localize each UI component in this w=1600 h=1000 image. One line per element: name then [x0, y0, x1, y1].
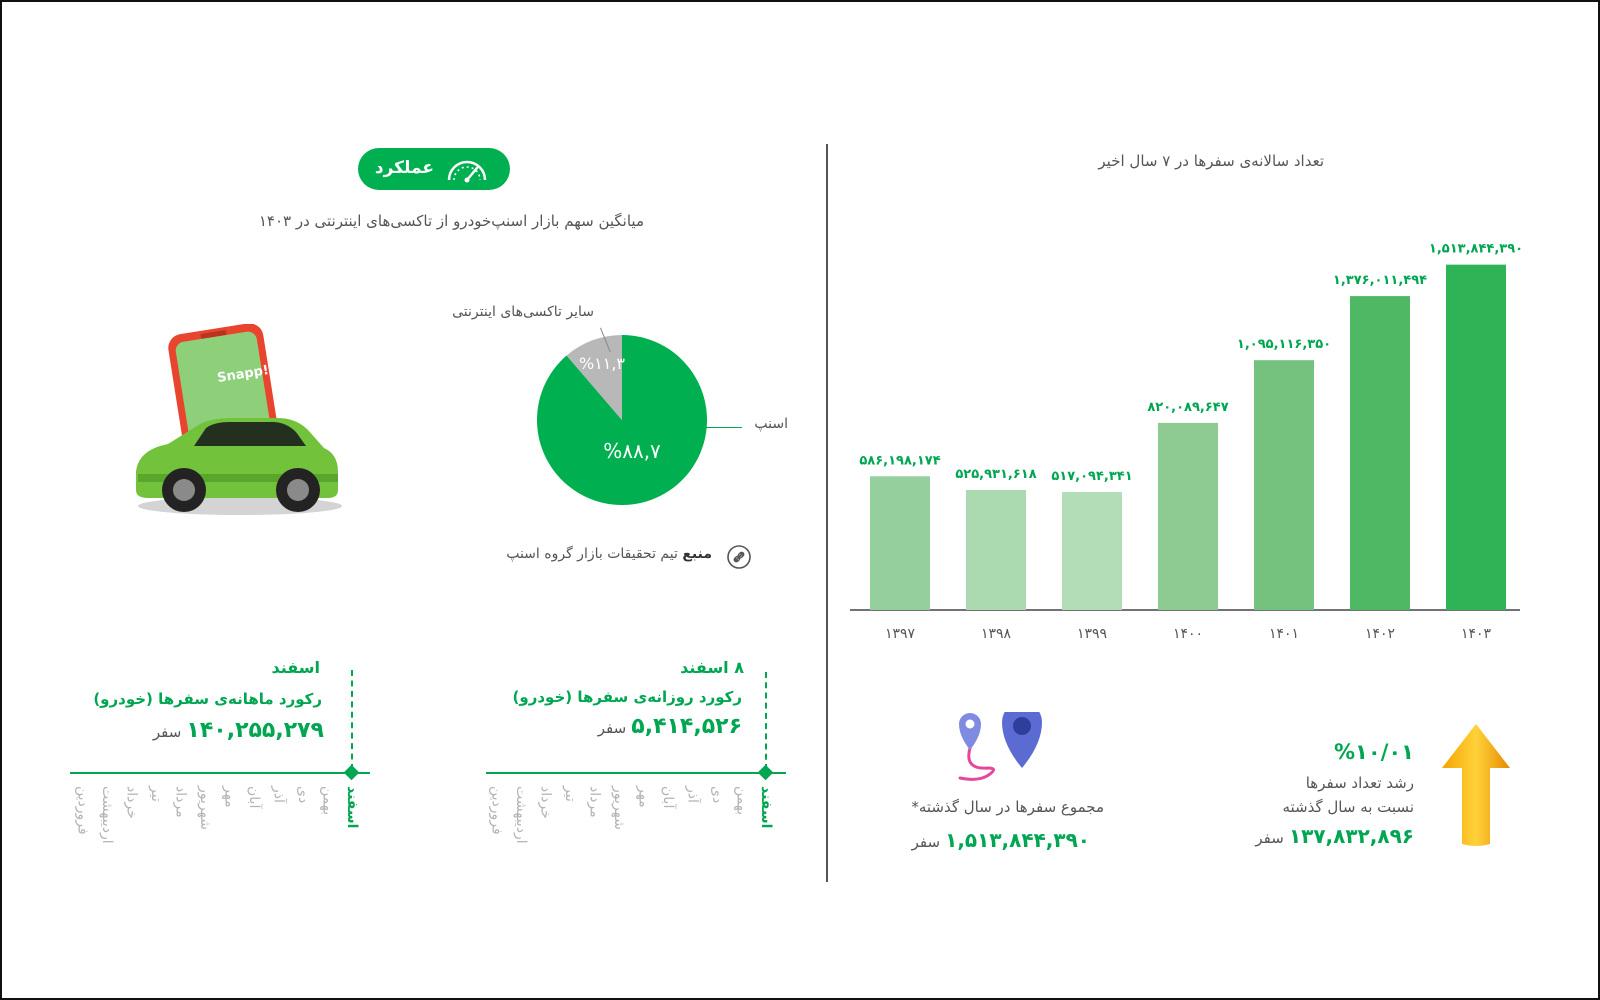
- bar-category-label-2: ۱۳۹۸: [980, 626, 1012, 642]
- month-label: آبان: [660, 786, 676, 809]
- route-pin-icon: [950, 712, 1050, 784]
- annual-trips-bar-chart: [842, 202, 1542, 652]
- month-label: مهر: [635, 786, 652, 808]
- growth-line2: نسبت به سال گذشته: [1282, 798, 1414, 816]
- pie-value-others: %۱۱,۳: [578, 354, 626, 373]
- monthly-timeline-point: [344, 765, 360, 781]
- month-label: مرداد: [172, 786, 189, 818]
- month-label: آذر: [684, 786, 701, 803]
- month-label: تیر: [148, 786, 164, 802]
- car-phone-illustration: [128, 324, 352, 522]
- bar-value-label-3: ۵۱۷,۰۹۴,۳۴۱: [1051, 469, 1133, 485]
- month-label: اردیبهشت: [99, 786, 115, 844]
- growth-unit: سفر: [1255, 829, 1284, 847]
- badge-label: عملکرد: [374, 158, 434, 178]
- up-arrow-icon: [1440, 722, 1512, 848]
- pie-label-snapp: اسنپ: [754, 416, 788, 432]
- bar-7: [1446, 265, 1506, 610]
- growth-line1: رشد تعداد سفرها: [1305, 774, 1414, 792]
- center-divider: [826, 144, 828, 882]
- total-trips-title: مجموع سفرها در سال گذشته*: [911, 798, 1104, 816]
- performance-badge: [358, 148, 510, 190]
- total-trips-value-line: [912, 828, 1090, 852]
- month-label: خرداد: [537, 786, 554, 819]
- month-label: دی: [295, 786, 311, 804]
- month-label: دی: [709, 786, 725, 804]
- bar-category-label-1: ۱۳۹۷: [884, 626, 916, 642]
- snapp-leader-line: [706, 427, 742, 428]
- daily-record-value-line: [598, 714, 742, 739]
- monthly-record-title: رکورد ماهانه‌ی سفرها (خودرو): [93, 690, 322, 708]
- daily-timeline-point: [758, 765, 774, 781]
- monthly-record-unit: سفر: [152, 723, 182, 741]
- link-icon: [726, 544, 752, 570]
- daily-record-value: ۵,۴۱۴,۵۲۶: [631, 714, 742, 739]
- source-line: [506, 546, 712, 562]
- monthly-record-marker: [351, 670, 353, 770]
- market-share-pie-chart: [522, 320, 722, 520]
- bar-value-label-6: ۱,۳۷۶,۰۱۱,۴۹۴: [1332, 273, 1428, 289]
- growth-value-line: [1255, 824, 1414, 848]
- month-label: اردیبهشت: [513, 786, 529, 844]
- bar-category-label-5: ۱۴۰۱: [1268, 626, 1300, 642]
- bar-4: [1158, 423, 1218, 610]
- daily-record-unit: سفر: [597, 719, 627, 737]
- market-share-title: میانگین سهم بازار اسنپ‌خودرو از تاکسی‌های اینترنتی در ۱۴۰۳: [258, 212, 644, 230]
- pie-label-others: سایر تاکسی‌های اینترنتی: [452, 304, 594, 320]
- bar-value-label-7: ۱,۵۱۳,۸۴۴,۳۹۰: [1428, 241, 1524, 257]
- month-label: شهریور: [611, 786, 627, 830]
- month-label: بهمن: [319, 786, 336, 816]
- bar-category-label-4: ۱۴۰۰: [1172, 626, 1204, 642]
- month-label: بهمن: [733, 786, 750, 816]
- bar-value-label-4: ۸۲۰,۰۸۹,۶۴۷: [1147, 399, 1229, 415]
- total-trips-value: ۱,۵۱۳,۸۴۴,۳۹۰: [945, 828, 1090, 852]
- bar-2: [966, 490, 1026, 610]
- monthly-timeline: [70, 772, 370, 774]
- daily-timeline: [486, 772, 786, 774]
- source-label: منبع: [682, 546, 712, 562]
- bar-category-label-7: ۱۴۰۳: [1460, 626, 1492, 642]
- monthly-record-month: اسفند: [271, 658, 320, 677]
- pie-value-snapp: %۸۸,۷: [603, 439, 661, 463]
- month-label: اسفند: [344, 786, 360, 829]
- month-label: آبان: [246, 786, 262, 809]
- speedometer-icon: [444, 154, 490, 184]
- month-label: خرداد: [123, 786, 140, 819]
- month-label: اسفند: [758, 786, 774, 829]
- month-label: شهریور: [197, 786, 213, 830]
- month-label: فروردین: [74, 786, 91, 835]
- bar-value-label-1: ۵۸۶,۱۹۸,۱۷۴: [859, 453, 941, 469]
- daily-record-date: ۸ اسفند: [680, 658, 744, 677]
- bar-value-label-2: ۵۲۵,۹۳۱,۶۱۸: [955, 467, 1037, 483]
- monthly-record-value-line: [153, 718, 324, 743]
- month-label: مرداد: [586, 786, 603, 818]
- month-label: تیر: [562, 786, 578, 802]
- growth-value: ۱۳۷,۸۳۲,۸۹۶: [1288, 824, 1414, 848]
- snapp-brand-text: Snapp!: [216, 363, 270, 386]
- daily-record-title: رکورد روزانه‌ی سفرها (خودرو): [512, 688, 742, 706]
- total-trips-unit: سفر: [911, 833, 941, 851]
- bar-6: [1350, 296, 1410, 610]
- bar-5: [1254, 360, 1314, 610]
- monthly-record-value: ۱۴۰,۲۵۵,۲۷۹: [186, 718, 324, 743]
- month-label: فروردین: [488, 786, 505, 835]
- bar-1: [870, 476, 930, 610]
- source-text: تیم تحقیقات بازار گروه اسنپ: [506, 546, 678, 562]
- bar-chart-title: تعداد سالانه‌ی سفرها در ۷ سال اخیر: [1098, 152, 1324, 170]
- bar-category-label-3: ۱۳۹۹: [1076, 626, 1108, 642]
- daily-record-marker: [765, 672, 767, 770]
- bar-category-label-6: ۱۴۰۲: [1364, 626, 1396, 642]
- growth-percent: %۱۰/۰۱: [1334, 740, 1414, 764]
- month-label: آذر: [270, 786, 287, 803]
- bar-value-label-5: ۱,۰۹۵,۱۱۶,۳۵۰: [1236, 337, 1332, 353]
- month-label: مهر: [221, 786, 238, 808]
- bar-3: [1062, 492, 1122, 610]
